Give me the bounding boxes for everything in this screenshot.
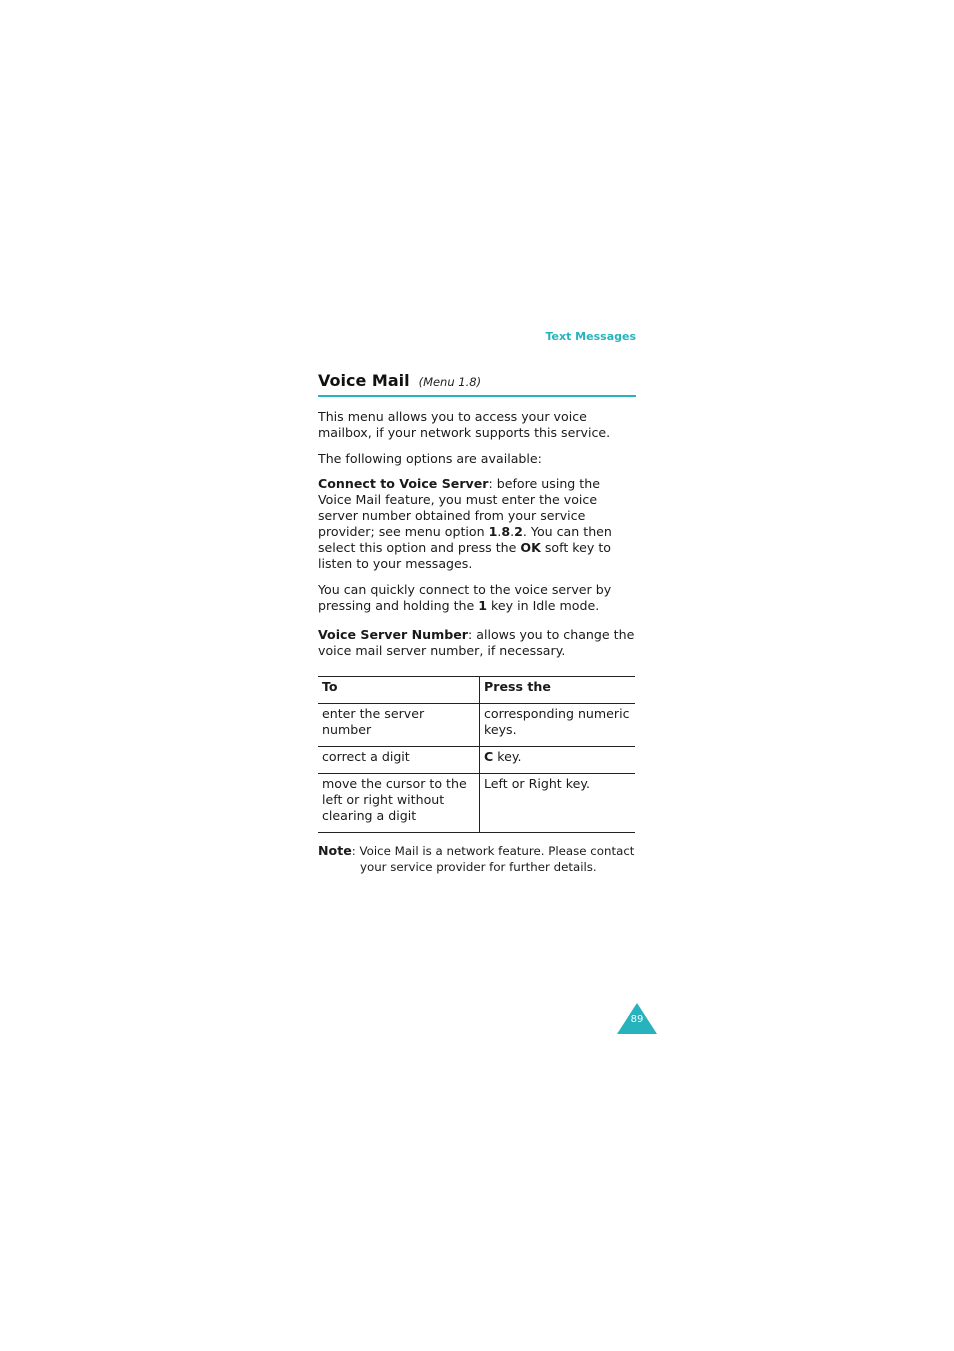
press-key: C: [484, 749, 494, 764]
note-block: [318, 843, 636, 875]
menu-code-dot-1: .: [497, 524, 502, 539]
table-cell-press: [480, 704, 636, 747]
options-intro-paragraph: The following options are available:: [318, 451, 542, 466]
table-header-row: [318, 677, 635, 704]
connect-paragraph: [318, 476, 636, 572]
press-text: corresponding numeric keys.: [484, 706, 630, 737]
note-label: Note: [318, 843, 352, 858]
table-cell-to: enter the server number: [318, 704, 480, 747]
menu-code-dot-2: .: [510, 524, 515, 539]
ok-key-label: OK: [520, 540, 541, 555]
table-header-press: Press the: [484, 679, 551, 694]
note-line-2: your service provider for further details.: [360, 860, 597, 874]
table-cell-press: [480, 774, 636, 833]
section-header: Text Messages: [545, 330, 636, 343]
table-cell-press: [480, 747, 636, 774]
table-row: [318, 704, 635, 747]
connect-label: Connect to Voice Server: [318, 476, 489, 491]
quick-text-b: key in Idle mode.: [487, 598, 600, 613]
menu-code-1: 1: [488, 524, 498, 539]
table-header-to: To: [318, 677, 480, 704]
server-number-text: : allows you to change the voice mail server number, if necessary.: [318, 627, 635, 658]
page-number: 89: [630, 1014, 644, 1025]
press-text: Left or Right key.: [484, 776, 591, 791]
table-cell-to: correct a digit: [318, 747, 480, 774]
connect-text-b: . You can then select this option and press the: [318, 524, 612, 555]
quick-text-a: You can quickly connect to the voice server by pressing and holding the: [318, 582, 612, 613]
note-colon: :: [351, 844, 356, 858]
connect-text-a: : before using the Voice Mail feature, you must enter the voice server number obtained from your service provider; see menu option: [318, 476, 600, 539]
page-title-row: [318, 371, 636, 397]
menu-reference: (Menu 1.8): [418, 375, 482, 389]
menu-code-2: 8: [501, 524, 511, 539]
quick-connect-paragraph: [318, 582, 636, 614]
server-number-paragraph: [318, 627, 636, 659]
menu-code-3: 2: [514, 524, 523, 539]
table-row: [318, 774, 635, 833]
quick-key-label: 1: [478, 598, 488, 613]
table-cell-to: move the cursor to the left or right without clearing a digit: [318, 774, 480, 833]
intro-paragraph: This menu allows you to access your voice mailbox, if your network supports this service.: [318, 409, 611, 440]
table-row: [318, 747, 635, 774]
body-content: [318, 409, 636, 659]
connect-text-c: soft key to listen to your messages.: [318, 540, 611, 571]
options-table: [318, 676, 635, 833]
server-number-label: Voice Server Number: [318, 627, 468, 642]
press-text: key.: [493, 749, 522, 764]
note-line-1: Voice Mail is a network feature. Please contact: [359, 844, 635, 858]
page-title: Voice Mail: [318, 371, 410, 390]
note-first-line: [318, 843, 636, 859]
